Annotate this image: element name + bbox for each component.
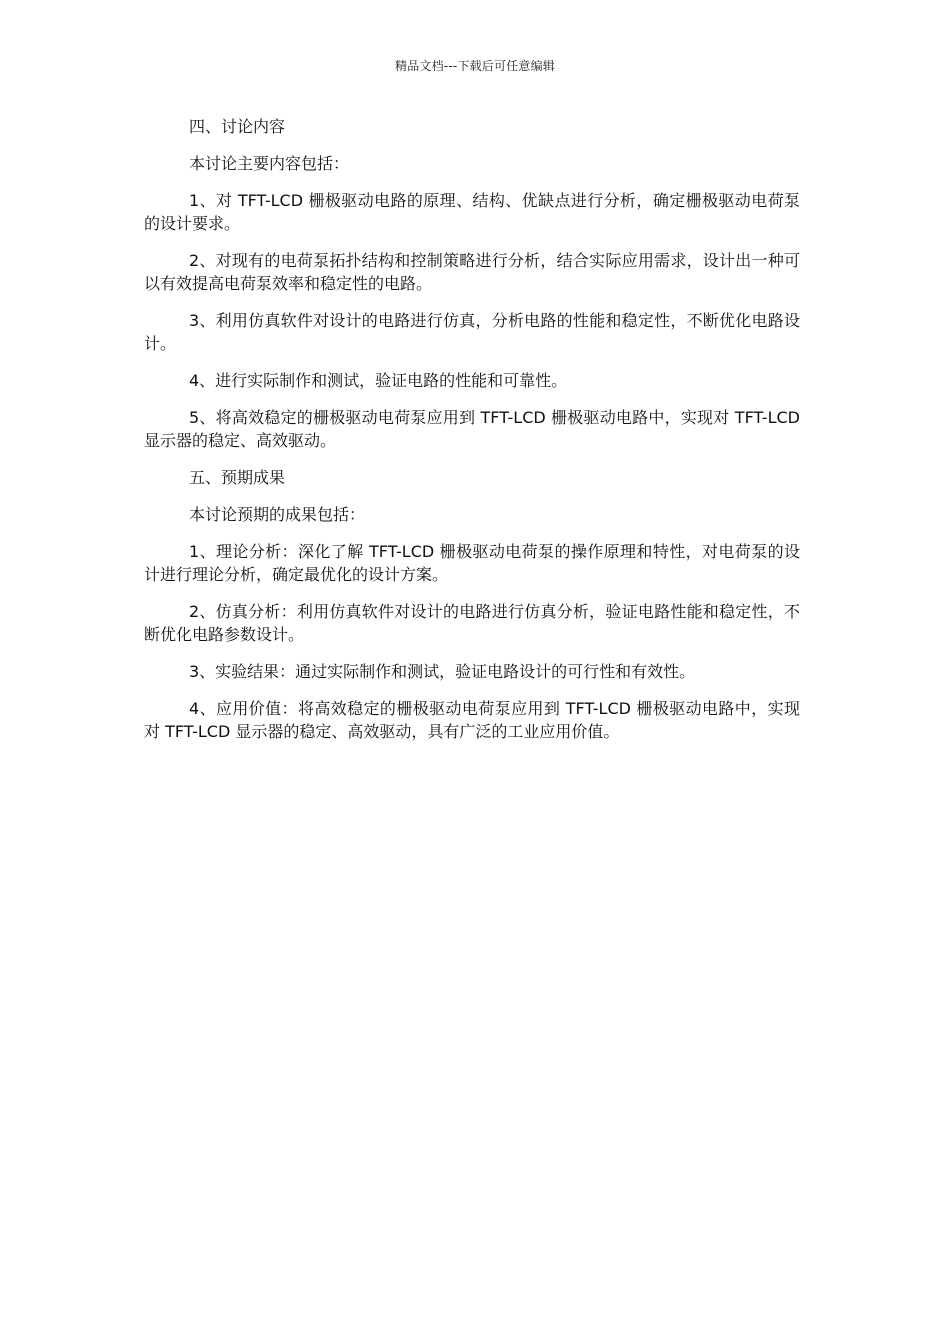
results-item-3: 3、实验结果：通过实际制作和测试，验证电路设计的可行性和有效性。 bbox=[189, 662, 696, 681]
section-heading-discussion: 四、讨论内容 bbox=[189, 117, 286, 136]
section-intro-discussion: 本讨论主要内容包括： bbox=[189, 154, 350, 173]
discussion-item-5: 5、将高效稳定的栅极驱动电荷泵应用到 TFT-LCD 栅极驱动电路中，实现对 TFT-LCD 显示器的稳定、高效驱动。 bbox=[144, 408, 800, 450]
page-header: 精品文档---下载后可任意编辑 bbox=[395, 59, 555, 73]
discussion-item-2: 2、对现有的电荷泵拓扑结构和控制策略进行分析，结合实际应用需求，设计出一种可以有效提高电荷泵效率和稳定性的电路。 bbox=[144, 251, 800, 293]
discussion-item-4: 4、进行实际制作和测试，验证电路的性能和可靠性。 bbox=[189, 371, 568, 390]
section-heading-results: 五、预期成果 bbox=[189, 468, 286, 487]
results-item-1: 1、理论分析：深化了解 TFT-LCD 栅极驱动电荷泵的操作原理和特性，对电荷泵的设计进行理论分析，确定最优化的设计方案。 bbox=[144, 542, 800, 584]
discussion-item-3: 3、利用仿真软件对设计的电路进行仿真，分析电路的性能和稳定性，不断优化电路设计。 bbox=[144, 311, 800, 353]
section-intro-results: 本讨论预期的成果包括： bbox=[189, 505, 366, 524]
discussion-item-1: 1、对 TFT-LCD 栅极驱动电路的原理、结构、优缺点进行分析，确定栅极驱动电荷泵的设计要求。 bbox=[144, 191, 800, 233]
document-body bbox=[144, 115, 800, 757]
results-item-4: 4、应用价值：将高效稳定的栅极驱动电荷泵应用到 TFT-LCD 栅极驱动电路中，实现对 TFT-LCD 显示器的稳定、高效驱动，具有广泛的工业应用价值。 bbox=[144, 699, 800, 741]
results-item-2: 2、仿真分析：利用仿真软件对设计的电路进行仿真分析，验证电路性能和稳定性，不断优化电路参数设计。 bbox=[144, 602, 800, 644]
